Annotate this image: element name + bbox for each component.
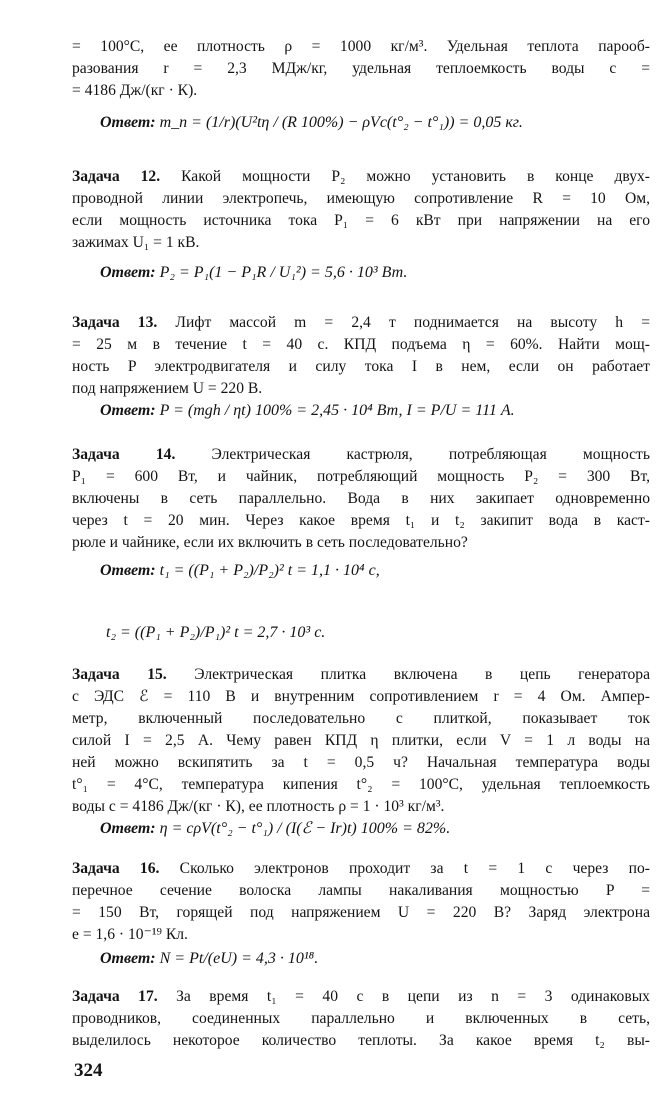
- answer-15: [100, 818, 450, 862]
- text-line: проводников, соединенных параллельно и включенных в сеть,: [72, 1010, 650, 1027]
- text-line: перечное сечение волоска лампы накаливания мощностью P =: [72, 882, 650, 899]
- answer-label: Ответ:: [100, 820, 156, 837]
- answer-formula: N = Pt/(eU) = 4,3 · 10¹⁸.: [159, 950, 319, 967]
- problem-title: Задача 16.: [72, 860, 160, 877]
- answer-14a: [100, 560, 380, 604]
- text-line: = 150 Вт, горящей под напряжением U = 220 В? Заряд электрона: [72, 904, 650, 921]
- answer-formula: t₂ = ((P₁ + P₂)/P₁)² t = 2,7 · 10³ с.: [106, 624, 326, 641]
- text-line: рюле и чайнике, если их включить в сеть последовательно?: [72, 534, 468, 551]
- answer-12: [100, 262, 407, 306]
- text-line: через t = 20 мин. Через какое время t₁ и t₂ закипит вода в каст-: [72, 512, 650, 529]
- problem-12: [72, 166, 650, 254]
- text-line: Электрическая кастрюля, потребляющая мощность: [211, 446, 650, 463]
- problem-title: Задача 15.: [72, 666, 167, 683]
- text-line: e = 1,6 · 10⁻¹⁹ Кл.: [72, 926, 188, 943]
- text-line: = 4186 Дж/(кг · К).: [72, 82, 198, 99]
- answer-label: Ответ:: [100, 950, 156, 967]
- text-line: если мощность источника тока P₁ = 6 кВт при напряжении на его: [72, 212, 650, 229]
- answer-11: [100, 112, 523, 156]
- answer-14b: [106, 622, 325, 666]
- text-line: ность P электродвигателя и силу тока I в нем, если он работает: [72, 358, 650, 375]
- text-line: силой I = 2,5 А. Чему равен КПД η плитки, если V = 1 л воды на: [72, 732, 650, 749]
- text-line: воды c = 4186 Дж/(кг · К), ее плотность ρ = 1 · 10³ кг/м³.: [72, 798, 445, 815]
- answer-label: Ответ:: [100, 562, 156, 579]
- text-line: t°₁ = 4°C, температура кипения t°₂ = 100°C, удельная теплоемкость: [72, 776, 650, 793]
- answer-13: [100, 400, 515, 444]
- answer-formula: t₁ = ((P₁ + P₂)/P₂)² t = 1,1 · 10⁴ с,: [159, 562, 380, 579]
- problem-13: [72, 312, 650, 400]
- text-line: За время t₁ = 40 с в цепи из n = 3 одинаковых: [176, 988, 650, 1005]
- problem-title: Задача 12.: [72, 168, 161, 185]
- text-line: включены в сеть параллельно. Вода в них закипает одновременно: [72, 490, 650, 507]
- page-number: 324: [74, 1060, 103, 1081]
- text-line: проводной линии электропечь, имеющую сопротивление R = 10 Ом,: [72, 190, 650, 207]
- problem-16: [72, 858, 650, 946]
- text-line: с ЭДС ℰ = 110 В и внутренним сопротивлением r = 4 Ом. Ампер-: [72, 688, 650, 705]
- text-line: Сколько электронов проходит за t = 1 с через по-: [179, 860, 650, 877]
- problem-11-tail: [72, 36, 650, 102]
- text-line: выделилось некоторое количество теплоты. За какое время t₂ вы-: [72, 1032, 650, 1049]
- text-line: Электрическая плитка включена в цепь генератора: [194, 666, 650, 683]
- text-line: Какой мощности P₂ можно установить в конце двух-: [181, 168, 650, 185]
- text-line: P₁ = 600 Вт, и чайник, потребляющий мощность P₂ = 300 Вт,: [72, 468, 650, 485]
- answer-label: Ответ:: [100, 114, 156, 131]
- problem-15: [72, 664, 650, 818]
- text-line: под напряжением U = 220 В.: [72, 380, 263, 397]
- text-line: Лифт массой m = 2,4 т поднимается на высоту h =: [175, 314, 650, 331]
- answer-formula: η = cρV(t°₂ − t°₁) / (I(ℰ − Ir)t) 100% = 82%.: [159, 820, 451, 837]
- answer-label: Ответ:: [100, 264, 156, 281]
- text-line: ней можно вскипятить за t = 0,5 ч? Начальная температура воды: [72, 754, 650, 771]
- answer-label: Ответ:: [100, 402, 156, 419]
- text-line: метр, включенный последовательно с плиткой, показывает ток: [72, 710, 650, 727]
- text-line: = 100°C, ее плотность ρ = 1000 кг/м³. Удельная теплота парооб-: [72, 38, 650, 55]
- answer-formula: P₂ = P₁(1 − P₁R / U₁²) = 5,6 · 10³ Вт.: [159, 264, 408, 281]
- problem-14: [72, 444, 650, 554]
- text-line: зажимах U₁ = 1 кВ.: [72, 234, 200, 251]
- problem-17: [72, 986, 650, 1052]
- text-line: = 25 м в течение t = 40 с. КПД подъема η = 60%. Найти мощ-: [72, 336, 650, 353]
- answer-formula: P = (mgh / ηt) 100% = 2,45 · 10⁴ Вт, I = P/U = 111 А.: [159, 402, 515, 419]
- problem-title: Задача 14.: [72, 446, 176, 463]
- problem-title: Задача 17.: [72, 988, 158, 1005]
- problem-title: Задача 13.: [72, 314, 158, 331]
- answer-formula: m_п = (1/r)(U²tη / (R 100%) − ρVc(t°₂ − t°₁)) = 0,05 кг.: [159, 114, 523, 131]
- text-line: разования r = 2,3 МДж/кг, удельная теплоемкость воды c =: [72, 60, 650, 77]
